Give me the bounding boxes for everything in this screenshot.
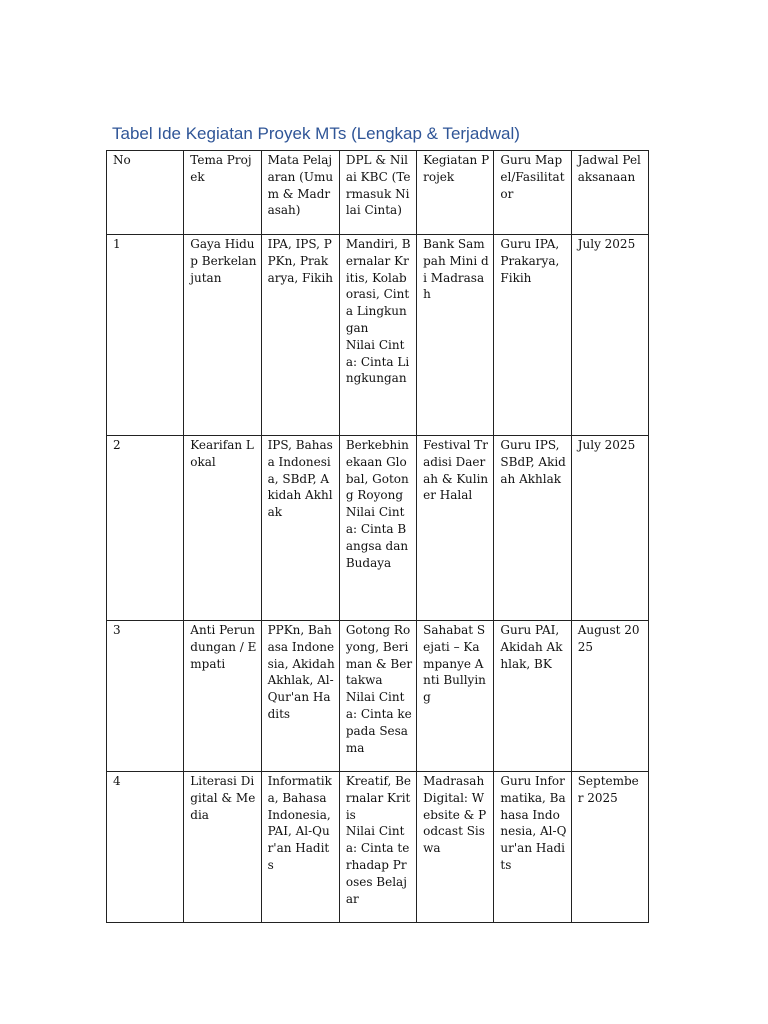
- cell-kegiatan: Sahabat Sejati – Kampanye Anti Bullying: [417, 621, 494, 772]
- cell-dpl: Kreatif, Bernalar Kritis Nilai Cinta: Cinta terhadap Proses Belajar: [339, 772, 416, 923]
- cell-guru: Guru Informatika, Bahasa Indonesia, Al-Qur'an Hadits: [494, 772, 571, 923]
- cell-mapel: Informatika, Bahasa Indonesia, PAI, Al-Qur'an Hadits: [261, 772, 339, 923]
- cell-kegiatan: Madrasah Digital: Website & Podcast Siswa: [417, 772, 494, 923]
- header-mapel: Mata Pelajaran (Umum & Madrasah): [261, 151, 339, 235]
- cell-guru: Guru IPA, Prakarya, Fikih: [494, 235, 571, 436]
- header-guru: Guru Mapel/Fasilitator: [494, 151, 571, 235]
- cell-no: 4: [107, 772, 184, 923]
- cell-jadwal: August 2025: [571, 621, 648, 772]
- cell-jadwal: September 2025: [571, 772, 648, 923]
- header-no: No: [107, 151, 184, 235]
- document-title: Tabel Ide Kegiatan Proyek MTs (Lengkap & Terjadwal): [112, 124, 520, 143]
- cell-dpl: Mandiri, Bernalar Kritis, Kolaborasi, Cinta Lingkungan Nilai Cinta: Cinta Lingkungan: [339, 235, 416, 436]
- cell-mapel: IPA, IPS, PPKn, Prakarya, Fikih: [261, 235, 339, 436]
- cell-kegiatan: Bank Sampah Mini di Madrasah: [417, 235, 494, 436]
- table-row: [107, 772, 649, 923]
- cell-tema: Literasi Digital & Media: [184, 772, 261, 923]
- cell-tema: Kearifan Lokal: [184, 436, 261, 621]
- cell-dpl: Gotong Royong, Beriman & Bertakwa Nilai Cinta: Cinta kepada Sesama: [339, 621, 416, 772]
- header-tema: Tema Projek: [184, 151, 261, 235]
- cell-jadwal: July 2025: [571, 235, 648, 436]
- cell-jadwal: July 2025: [571, 436, 648, 621]
- header-jadwal: Jadwal Pelaksanaan: [571, 151, 648, 235]
- cell-no: 1: [107, 235, 184, 436]
- header-kegiatan: Kegiatan Projek: [417, 151, 494, 235]
- cell-tema: Anti Perundungan / Empati: [184, 621, 261, 772]
- header-dpl: DPL & Nilai KBC (Termasuk Nilai Cinta): [339, 151, 416, 235]
- cell-mapel: IPS, Bahasa Indonesia, SBdP, Akidah Akhlak: [261, 436, 339, 621]
- table-row: [107, 621, 649, 772]
- cell-mapel: PPKn, Bahasa Indonesia, Akidah Akhlak, Al-Qur'an Hadits: [261, 621, 339, 772]
- table-row: [107, 436, 649, 621]
- table-header-row: [107, 151, 649, 235]
- cell-guru: Guru IPS, SBdP, Akidah Akhlak: [494, 436, 571, 621]
- project-table: [106, 150, 649, 923]
- cell-guru: Guru PAI, Akidah Akhlak, BK: [494, 621, 571, 772]
- cell-dpl: Berkebhinekaan Global, Gotong Royong Nilai Cinta: Cinta Bangsa dan Budaya: [339, 436, 416, 621]
- table-row: [107, 235, 649, 436]
- cell-kegiatan: Festival Tradisi Daerah & Kuliner Halal: [417, 436, 494, 621]
- cell-no: 2: [107, 436, 184, 621]
- cell-no: 3: [107, 621, 184, 772]
- cell-tema: Gaya Hidup Berkelanjutan: [184, 235, 261, 436]
